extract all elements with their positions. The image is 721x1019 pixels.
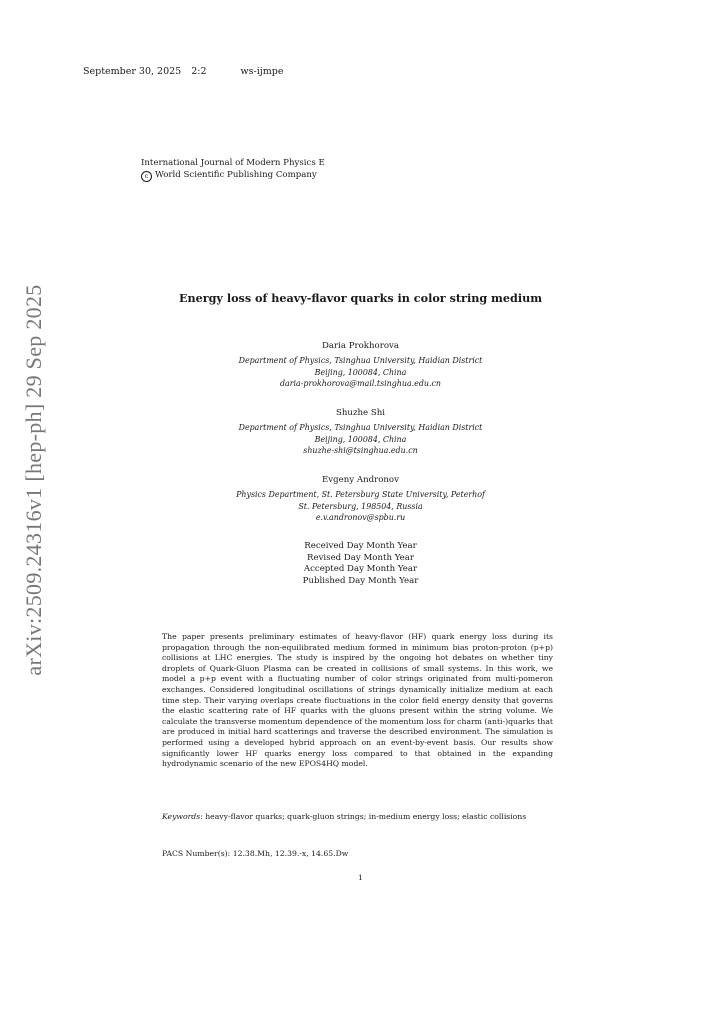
- copyright-icon: c: [141, 171, 152, 182]
- author-email: shuzhe-shi@tsinghua.edu.cn: [303, 446, 418, 455]
- keywords-text: : heavy-flavor quarks; quark-gluon strings; in-medium energy loss; elastic collisions: [200, 812, 527, 821]
- author-affiliation-city: Beijing, 100084, China: [314, 434, 407, 444]
- author-affiliation-city: Beijing, 100084, China: [314, 367, 407, 377]
- keywords-label: Keywords: [162, 812, 201, 821]
- abstract-text: The paper presents preliminary estimates of heavy-flavor (HF) quark energy loss during its propagation through the non-equilibrated medium formed in minimum bias proton-proton (p+p) collisions at LHC energies. The study is inspired by the ongoing hot debates on whether tiny droplets of Quark-Gluon Plasma can be created in collisions of small systems. In this work, we model a p+p event with a fluctuating number of color strings originated from multi-pomeron exchanges. Considered longitudinal oscillations of strings dynamically initialize medium at each time step. Their varying overlaps create fluctuations in the color field energy density that governs the elastic scattering rate of HF quarks with the gluons present within the string volume. We calculate the transverse momentum dependence of the momentum loss for charm (anti-)quarks that are produced in initial hard scatterings and traverse the described environment. The simulation is performed using a developed hybrid approach on an event-by-event basis. Our results show significantly lower HF quarks energy loss compared to that obtained in the expanding hydrodynamic scenario of the new EPOS4HQ model.: [162, 632, 553, 769]
- header-date: September 30, 2025: [83, 66, 182, 77]
- header-time: 2:2: [191, 66, 207, 77]
- journal-publisher: World Scientific Publishing Company: [155, 170, 317, 180]
- author-block-1: [0, 340, 721, 390]
- author-email: daria-prokhorova@mail.tsinghua.edu.cn: [280, 379, 441, 388]
- keywords: [162, 812, 553, 823]
- author-block-3: [0, 474, 721, 524]
- author-block-2: [0, 407, 721, 457]
- accepted-date: Accepted Day Month Year: [303, 564, 418, 574]
- journal-info: [141, 157, 325, 182]
- running-header: [83, 66, 283, 77]
- dates-block: [0, 541, 721, 587]
- author-name: Shuzhe Shi: [335, 408, 385, 418]
- pacs-numbers: PACS Number(s): 12.38.Mh, 12.39.-x, 14.65.Dw: [162, 849, 349, 858]
- header-style: ws-ijmpe: [240, 66, 284, 77]
- journal-name: International Journal of Modern Physics E: [141, 158, 325, 168]
- author-affiliation: Department of Physics, Tsinghua University, Haidian District: [238, 423, 483, 432]
- published-date: Published Day Month Year: [302, 575, 419, 586]
- paper-title: Energy loss of heavy-flavor quarks in color string medium: [178, 291, 543, 305]
- author-affiliation: Department of Physics, Tsinghua University, Haidian District: [238, 356, 483, 365]
- author-email: e.v.andronov@spbu.ru: [315, 513, 406, 522]
- received-date: Received Day Month Year: [304, 541, 417, 551]
- author-name: Evgeny Andronov: [322, 475, 399, 485]
- author-affiliation-city: St. Petersburg, 198504, Russia: [298, 501, 423, 511]
- author-name: Daria Prokhorova: [322, 341, 399, 351]
- revised-date: Revised Day Month Year: [307, 552, 414, 563]
- journal-publisher-line: [141, 169, 325, 182]
- author-affiliation: Physics Department, St. Petersburg State University, Peterhof: [236, 490, 485, 499]
- arxiv-stamp: arXiv:2509.24316v1 [hep-ph] 29 Sep 2025: [21, 284, 46, 676]
- page-number: 1: [358, 873, 363, 882]
